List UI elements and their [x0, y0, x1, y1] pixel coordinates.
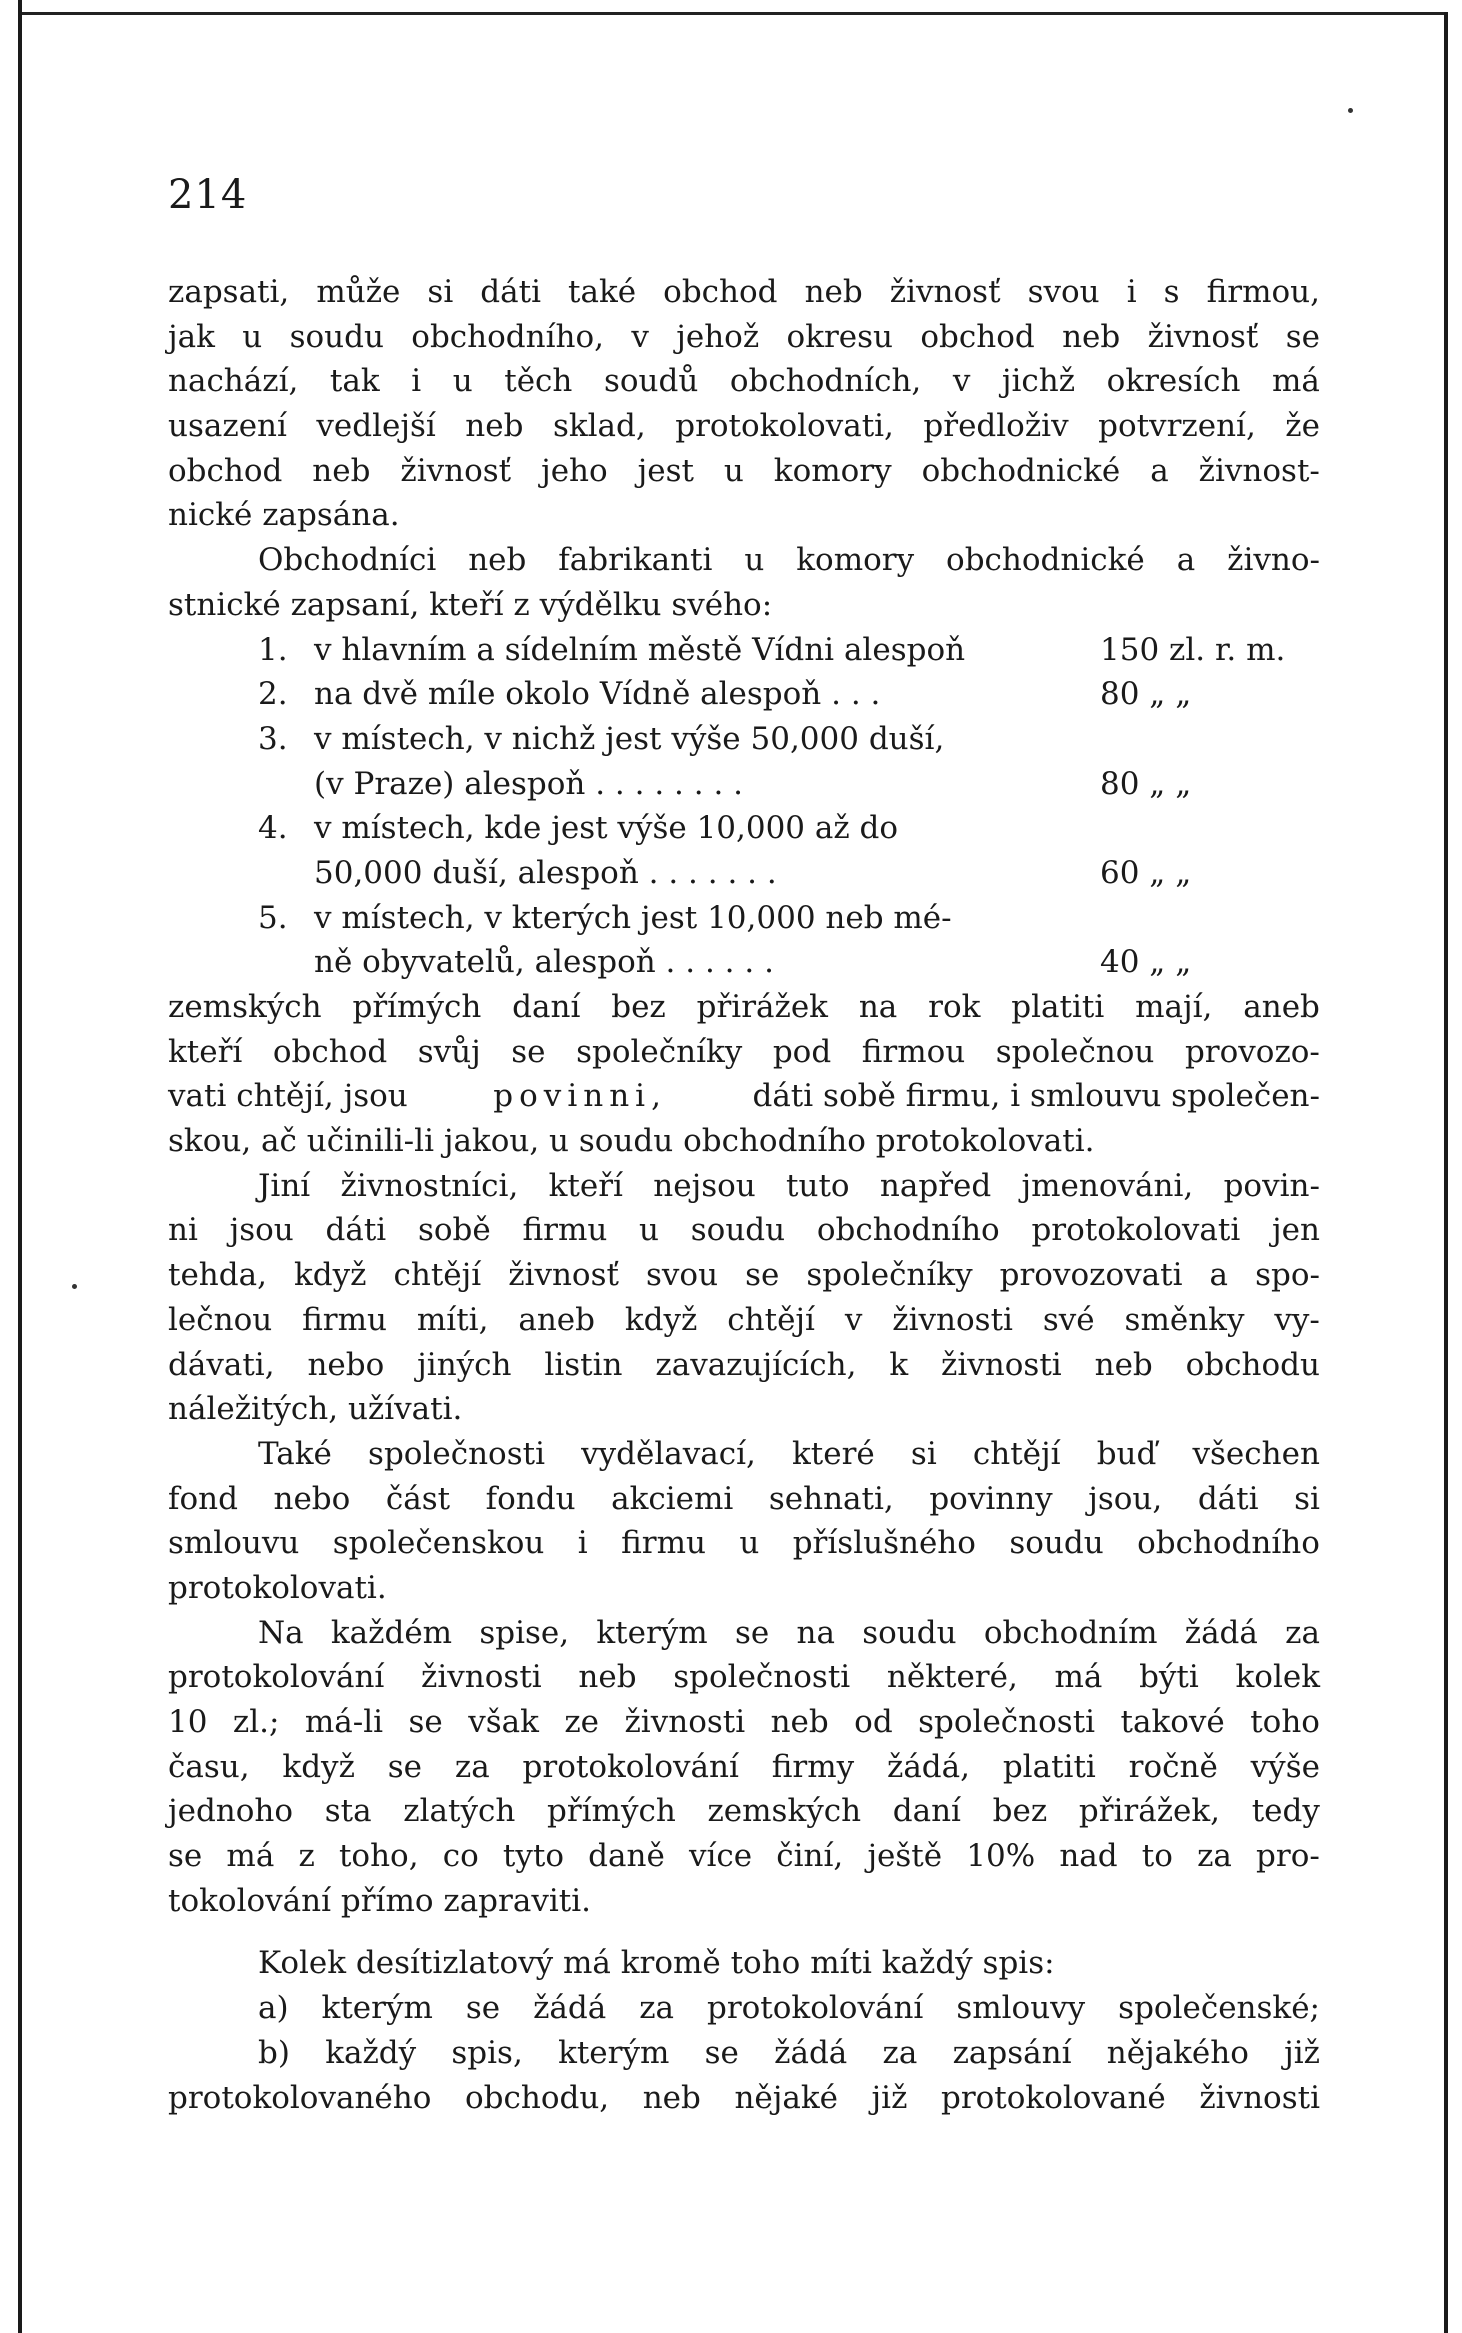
text-line: jak u soudu obchodního, v jehož okresu obchod neb živnosť se — [168, 318, 1320, 355]
text-line: stnické zapsaní, kteří z výdělku svého: — [168, 586, 773, 623]
scan-border-top — [18, 0, 1448, 15]
text-line: zemských přímých daní bez přirážek na rok platiti mají, aneb — [168, 989, 1320, 1025]
text-line: lečnou firmu míti, aneb když chtějí v živnosti své směnky vy- — [168, 1301, 1320, 1338]
text-line: náležitých, užívati. — [168, 1391, 463, 1428]
list-item-continuation: 50,000 duší, alespoň . . . . . . . 60 „ „ — [314, 854, 1192, 891]
text-line: Jiní živnostníci, kteří nejsou tuto napřed jmenováni, povin- — [258, 1167, 1320, 1204]
text-line: tehda, když chtějí živnosť svou se společníky provozovati a spo- — [168, 1257, 1320, 1294]
text-line: protokolovaného obchodu, neb nějaké již protokolované živnosti — [168, 2079, 1320, 2116]
speck-mark — [1348, 108, 1353, 113]
text-line: se má z toho, co tyto daně více činí, ještě 10% nad to za pro- — [168, 1838, 1320, 1875]
list-item-continuation: (v Praze) alespoň . . . . . . . . 80 „ „ — [314, 765, 1192, 802]
text-line: kteří obchod svůj se společníky pod firmou společnou provozo- — [168, 1033, 1320, 1070]
text-line: nachází, tak i u těch soudů obchodních, v jichž okresích má — [168, 363, 1320, 400]
text-line: vati chtějí, jsou povinni, dáti sobě firmu, i smlouvu společen- — [168, 1074, 1320, 1119]
text-line: Na každém spise, kterým se na soudu obchodním žádá za — [258, 1614, 1320, 1651]
text-line: skou, ač učinili-li jakou, u soudu obchodního protokolovati. — [168, 1123, 1095, 1160]
text-line: Také společnosti vydělavací, které si chtějí buď všechen — [258, 1435, 1320, 1472]
text-line: fond nebo část fondu akciemi sehnati, povinny jsou, dáti si — [168, 1480, 1320, 1517]
text-line: b) každý spis, kterým se žádá za zapsání nějakého již — [258, 2034, 1320, 2071]
text-line: zapsati, může si dáti také obchod neb živnosť svou i s firmou, — [168, 274, 1320, 310]
emphasized-word: povinni, — [493, 1078, 667, 1115]
text-line: nické zapsána. — [168, 497, 400, 534]
list-item: 5. v místech, v kterých jest 10,000 neb mé- — [258, 899, 952, 936]
text-line: ni jsou dáti sobě firmu u soudu obchodního protokolovati jen — [168, 1212, 1320, 1249]
list-item-continuation: ně obyvatelů, alespoň . . . . . . 40 „ „ — [314, 944, 1192, 981]
text-line: protokolování živnosti neb společnosti některé, má býti kolek — [168, 1659, 1320, 1696]
text-line: jednoho sta zlatých přímých zemských daní bez přirážek, tedy — [168, 1793, 1320, 1830]
list-item: 1. v hlavním a sídelním městě Vídni alespoň 150 zl. r. m. — [258, 631, 1286, 668]
text-line: a) kterým se žádá za protokolování smlouvy společenské; — [258, 1990, 1320, 2027]
list-item: 2. na dvě míle okolo Vídně alespoň . . . 80 „ „ — [258, 676, 1192, 713]
text-line: tokolování přímo zapraviti. — [168, 1882, 591, 1919]
text-line: Obchodníci neb fabrikanti u komory obchodnické a živno- — [258, 542, 1320, 579]
list-item: 4. v místech, kde jest výše 10,000 až do — [258, 810, 899, 847]
text-line: smlouvu společenskou i firmu u příslušného soudu obchodního — [168, 1525, 1320, 1562]
text-line: protokolovati. — [168, 1569, 387, 1606]
scan-border-right — [1444, 12, 1448, 2333]
speck-mark — [72, 1284, 77, 1289]
page-number: 214 — [168, 172, 248, 218]
page-body — [168, 270, 1320, 2120]
text-line: Kolek desítizlatový má kromě toho míti každý spis: — [258, 1945, 1055, 1982]
list-item: 3. v místech, v nichž jest výše 50,000 duší, — [258, 720, 945, 757]
text-line: usazení vedlejší neb sklad, protokolovati, předloživ potvrzení, že — [168, 408, 1320, 445]
text-line: obchod neb živnosť jeho jest u komory obchodnické a živnost- — [168, 452, 1320, 489]
scan-border-left — [18, 0, 22, 2333]
text-line: 10 zl.; má-li se však ze živnosti neb od společnosti takové toho — [168, 1704, 1320, 1740]
text-line: času, když se za protokolování firmy žádá, platiti ročně výše — [168, 1748, 1320, 1785]
text-line: dávati, nebo jiných listin zavazujících, k živnosti neb obchodu — [168, 1346, 1320, 1383]
